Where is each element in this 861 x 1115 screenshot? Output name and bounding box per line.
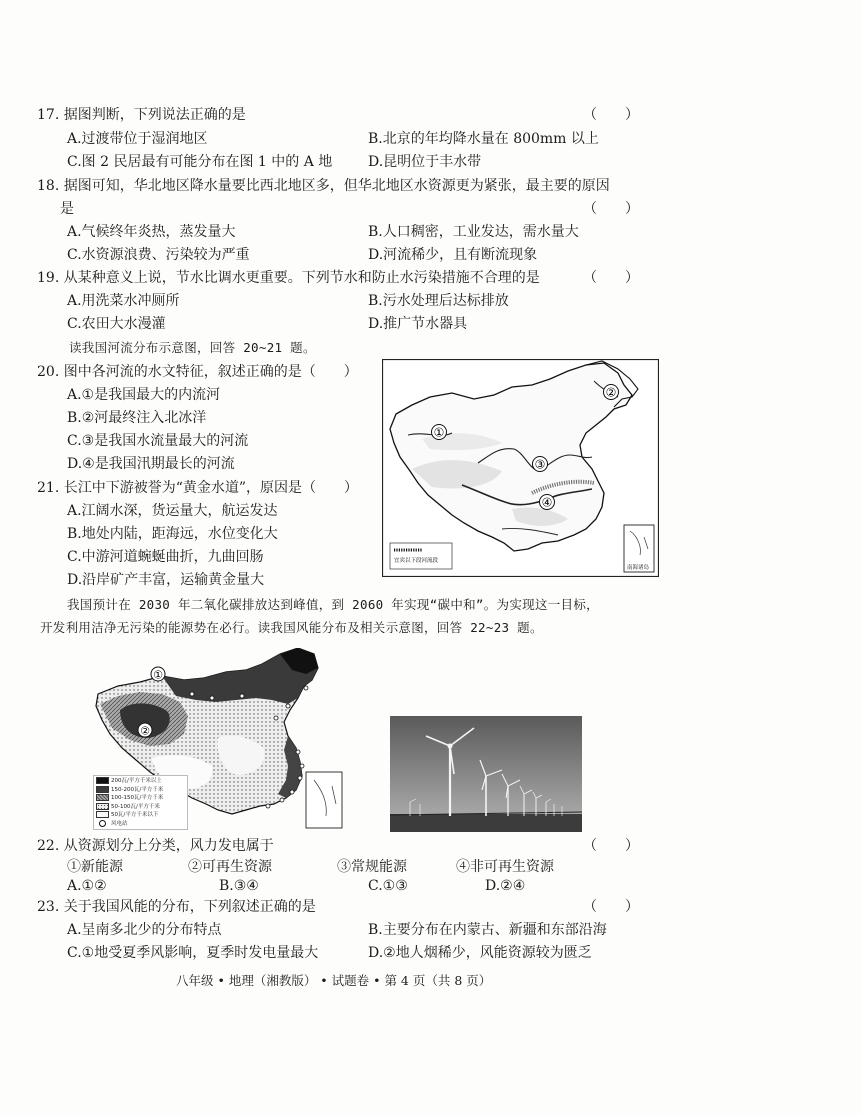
q19-option-c: C.农田大水漫灌 [67, 316, 166, 332]
q18-option-d: D.河流稀少，且有断流现象 [368, 247, 538, 263]
q20-option-c: C.③是我国水流量最大的河流 [67, 433, 249, 449]
legend-swatch-2 [96, 786, 109, 793]
q17-option-b: B.北京的年均降水量在 800mm 以上 [368, 131, 599, 147]
q21-option-d: D.沿岸矿产丰富，运输黄金量大 [67, 572, 265, 588]
legend-label-1: 200瓦/平方千米以上 [111, 778, 162, 784]
q18-bracket: （ ） [583, 201, 639, 217]
legend-row-4 [96, 803, 185, 812]
legend-label-2: 150-200瓦/平方千米 [111, 786, 164, 793]
river-map [382, 359, 659, 577]
wind-turbine-photo [390, 716, 582, 832]
q23-bracket: （ ） [583, 899, 639, 915]
q20-stem: 20. 图中各河流的水文特征，叙述正确的是（ ） [37, 364, 358, 380]
q20-option-b: B.②河最终注入北冰洋 [67, 410, 207, 426]
intro-20-21: 读我国河流分布示意图，回答 20~21 题。 [69, 340, 316, 355]
q22-bracket: （ ） [583, 838, 639, 854]
q22-option-b: B.③④ [219, 878, 259, 894]
q23-stem: 23. 关于我国风能的分布，下列叙述正确的是 [37, 899, 316, 915]
legend-swatch-5 [96, 811, 109, 818]
river-label-2: ② [605, 385, 617, 400]
wind-station-icon [99, 820, 106, 827]
legend-label-5: 50瓦/平方千米以下 [111, 812, 159, 819]
q18-stem-cont: 是 [60, 201, 74, 217]
q17-bracket: （ ） [583, 107, 639, 123]
q23-option-a: A.呈南多北少的分布特点 [67, 922, 222, 938]
legend-label-6: 风电站 [111, 820, 128, 827]
legend-swatch-1 [96, 777, 109, 784]
river-map-legend-text: 宜宾以下段河流段 [394, 558, 439, 564]
q23-option-d: D.②地人烟稀少，风能资源较为匮乏 [368, 945, 592, 961]
q22-item-4: ④非可再生资源 [456, 859, 554, 875]
q22-stem: 22. 从资源划分上分类，风力发电属于 [37, 838, 274, 854]
q21-option-a: A.江阔水深，货运量大，航运发达 [67, 503, 278, 519]
q19-option-b: B.污水处理后达标排放 [368, 293, 509, 309]
wind-label-2: ② [140, 724, 150, 738]
q23-option-b: B.主要分布在内蒙古、新疆和东部沿海 [368, 922, 607, 938]
q21-option-b: B.地处内陆，距海远，水位变化大 [67, 526, 278, 542]
q23-option-c: C.①地受夏季风影响，夏季时发电量最大 [67, 945, 319, 961]
legend-swatch-4 [96, 803, 109, 810]
q19-stem: 19. 从某种意义上说，节水比调水更重要。下列节水和防止水污染措施不合理的是 [37, 270, 540, 286]
legend-label-3: 100-150瓦/平方千米 [111, 795, 164, 802]
q19-option-d: D.推广节水器具 [368, 316, 468, 332]
q18-stem: 18. 据图可知，华北地区降水量要比西北地区多，但华北地区水资源更为紧张，最主要的原因 [37, 178, 610, 194]
q18-option-b: B.人口稠密，工业发达，需水量大 [368, 224, 579, 240]
page-footer: 八年级 • 地理（湘教版） • 试题卷 • 第 4 页（共 8 页） [176, 973, 492, 988]
q19-option-a: A.用洗菜水冲厕所 [67, 293, 180, 309]
q17-stem: 17. 据图判断，下列说法正确的是 [37, 107, 246, 123]
river-label-3: ③ [534, 457, 546, 472]
q22-option-c: C.①③ [368, 878, 408, 894]
q19-bracket: （ ） [583, 270, 639, 286]
river-label-4: ④ [541, 495, 553, 510]
q22-option-d: D.②④ [485, 878, 526, 894]
legend-row-6 [96, 820, 185, 829]
river-label-1: ① [433, 425, 445, 440]
legend-row-1 [96, 777, 185, 786]
legend-row-2 [96, 786, 185, 795]
q22-item-1: ①新能源 [67, 859, 123, 875]
q18-option-a: A.气候终年炎热，蒸发量大 [67, 224, 236, 240]
legend-swatch-3 [96, 794, 109, 801]
q21-stem: 21. 长江中下游被誉为“黄金水道”，原因是（ ） [37, 480, 359, 496]
q17-option-a: A.过渡带位于湿润地区 [67, 131, 208, 147]
legend-label-4: 50-100瓦/平方千米 [111, 803, 160, 810]
legend-row-3 [96, 794, 185, 803]
q17-option-c: C.图 2 民居最有可能分布在图 1 中的 A 地 [67, 154, 333, 170]
q21-option-c: C.中游河道蜿蜒曲折，九曲回肠 [67, 549, 264, 565]
q20-option-d: D.④是我国汛期最长的河流 [67, 456, 235, 472]
q22-option-a: A.①② [67, 878, 107, 894]
intro-22-23-line1: 我国预计在 2030 年二氧化碳排放达到峰值，到 2060 年实现“碳中和”。为实现这一目标， [67, 597, 599, 612]
inset-label: 南海诸岛 [627, 565, 650, 571]
q20-option-a: A.①是我国最大的内流河 [67, 387, 221, 403]
legend-row-5 [96, 811, 185, 820]
q17-option-d: D.昆明位于丰水带 [368, 154, 482, 170]
q18-option-c: C.水资源浪费、污染较为严重 [67, 247, 250, 263]
q22-item-3: ③常规能源 [337, 859, 407, 875]
intro-22-23-line2: 开发利用洁净无污染的能源势在必行。读我国风能分布及相关示意图，回答 22~23 题。 [40, 620, 543, 635]
q22-item-2: ②可再生资源 [188, 859, 272, 875]
wind-map-legend [93, 775, 188, 830]
wind-label-1: ① [153, 668, 163, 682]
